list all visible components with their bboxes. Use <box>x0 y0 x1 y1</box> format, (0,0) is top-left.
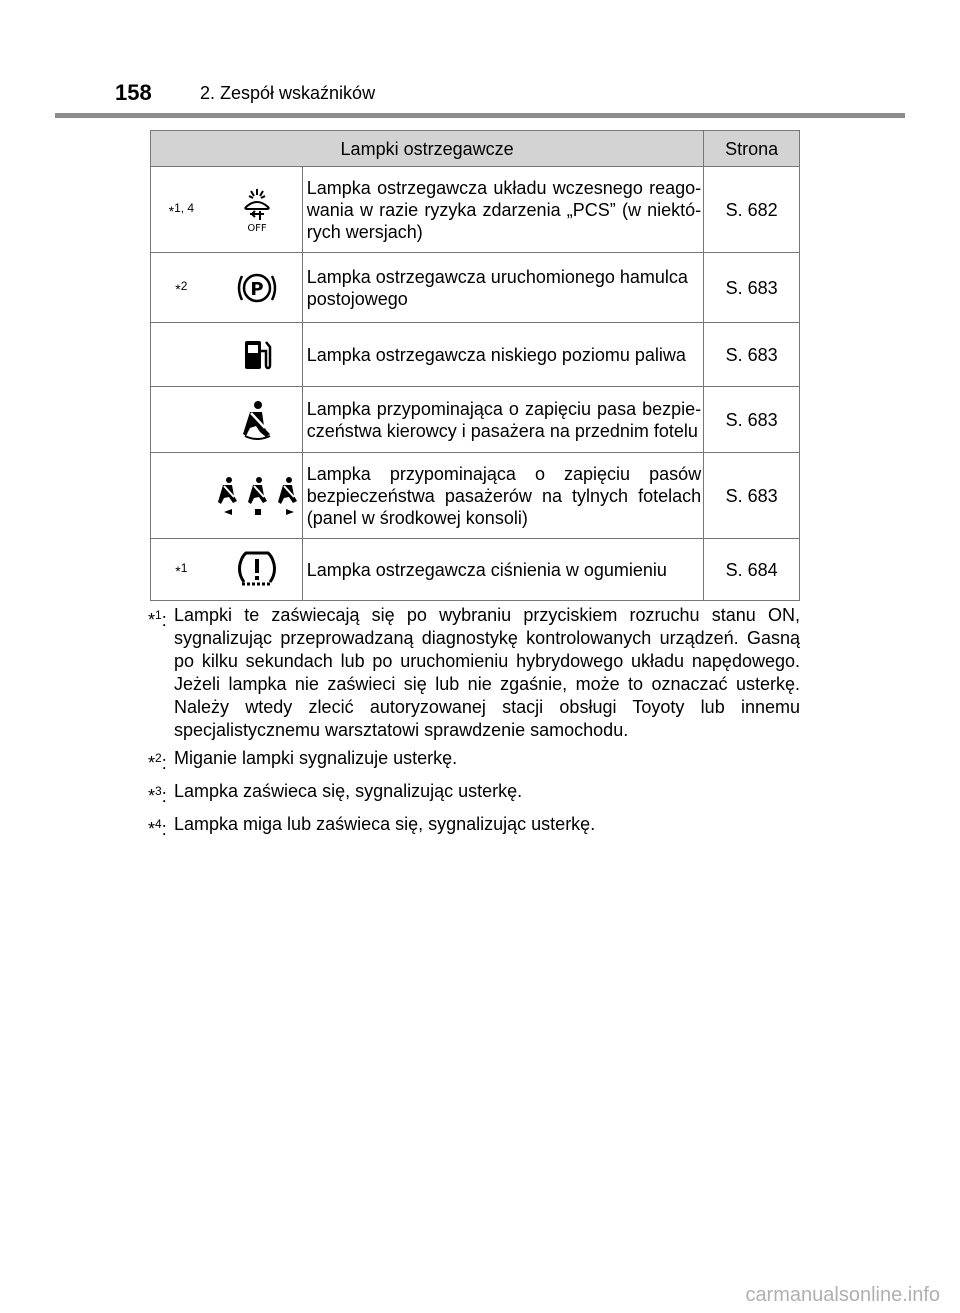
column-header-lights: Lampki ostrzegawcze <box>151 131 704 167</box>
page-reference: S. 683 <box>704 323 800 387</box>
watermark: carmanualsonline.info <box>745 1284 940 1306</box>
footnote-text: Lampki te zaświecają się po wybraniu przyciskiem rozruchu stanu ON, sygnalizując przeprowadzaną diagnostykę kontrolowanych urządzeń. Gasną po kilku sekundach lub po uruchomieniu hybrydowego układu napędowego. Jeżeli lampka nie zaświeci się lub nie zgaśnie, może to oznaczać usterkę. Należy wtedy zlecić autoryzowanej stacji obsługi Toyoty lub innemu specjalistycznemu warsztatowi sprawdzenie samochodu. <box>174 605 800 740</box>
table-row <box>151 323 800 387</box>
footnotes <box>148 604 800 846</box>
footnote <box>148 604 800 742</box>
header-divider <box>55 113 905 118</box>
table-row <box>151 167 800 253</box>
warning-description: Lampka ostrzegawcza niskiego poziomu paliwa <box>302 323 703 387</box>
table-header-row <box>151 131 800 167</box>
footnote-text: Lampka zaświeca się, sygnalizując usterkę. <box>174 781 523 801</box>
table-row <box>151 387 800 453</box>
warning-description: Lampka przypominająca o zapięciu pasów bezpieczeństwa pasażerów na tylnych fotelach (panel w środkowej konsoli) <box>302 453 703 539</box>
page-reference: S. 683 <box>704 253 800 323</box>
svg-text:P: P <box>250 278 264 300</box>
rear-seatbelts-icon <box>212 453 303 539</box>
parking-brake-icon <box>212 253 303 323</box>
warning-description: Lampka ostrzegawcza układu wczesnego reago- wania w razie ryzyka zdarzenia „PCS” (w niektó- rych wersjach) <box>302 167 703 253</box>
page-number: 158 <box>115 80 152 105</box>
note-marker: *$^1$ <box>151 539 212 601</box>
page-reference: S. 683 <box>704 387 800 453</box>
pcs-off-icon <box>212 167 303 253</box>
note-marker: *$^2$ <box>151 253 212 323</box>
table-row <box>151 253 800 323</box>
footnote-marker: *$^4$: <box>148 817 167 839</box>
svg-text:OFF: OFF <box>247 222 267 233</box>
footnote <box>148 813 800 841</box>
note-marker <box>151 453 212 539</box>
footnote-text: Lampka miga lub zaświeca się, sygnalizując usterkę. <box>174 814 596 834</box>
table-row <box>151 539 800 601</box>
footnote-marker: *$^2$: <box>148 751 167 773</box>
footnote <box>148 747 800 775</box>
page-header <box>115 78 875 114</box>
section-title: 2. Zespół wskaźników <box>200 83 376 103</box>
warning-description: Lampka ostrzegawcza ciśnienia w ogumieniu <box>302 539 703 601</box>
column-header-page: Strona <box>704 131 800 167</box>
page-reference: S. 682 <box>704 167 800 253</box>
warning-description: Lampka ostrzegawcza uruchomionego hamulca postojowego <box>302 253 703 323</box>
warning-lights-table <box>150 130 800 601</box>
footnote-marker: *$^1$: <box>148 608 167 630</box>
warning-description: Lampka przypominająca o zapięciu pasa bezpie- czeństwa kierowcy i pasażera na przednim fotelu <box>302 387 703 453</box>
page-reference: S. 683 <box>704 453 800 539</box>
tire-pressure-icon <box>212 539 303 601</box>
fuel-pump-icon <box>212 323 303 387</box>
note-marker <box>151 387 212 453</box>
note-marker: *$^{1, 4}$ <box>151 167 212 253</box>
footnote-marker: *$^3$: <box>148 784 167 806</box>
footnote-text: Miganie lampki sygnalizuje usterkę. <box>174 748 458 768</box>
seatbelt-icon <box>212 387 303 453</box>
page-reference: S. 684 <box>704 539 800 601</box>
note-marker <box>151 323 212 387</box>
table-row <box>151 453 800 539</box>
footnote <box>148 780 800 808</box>
